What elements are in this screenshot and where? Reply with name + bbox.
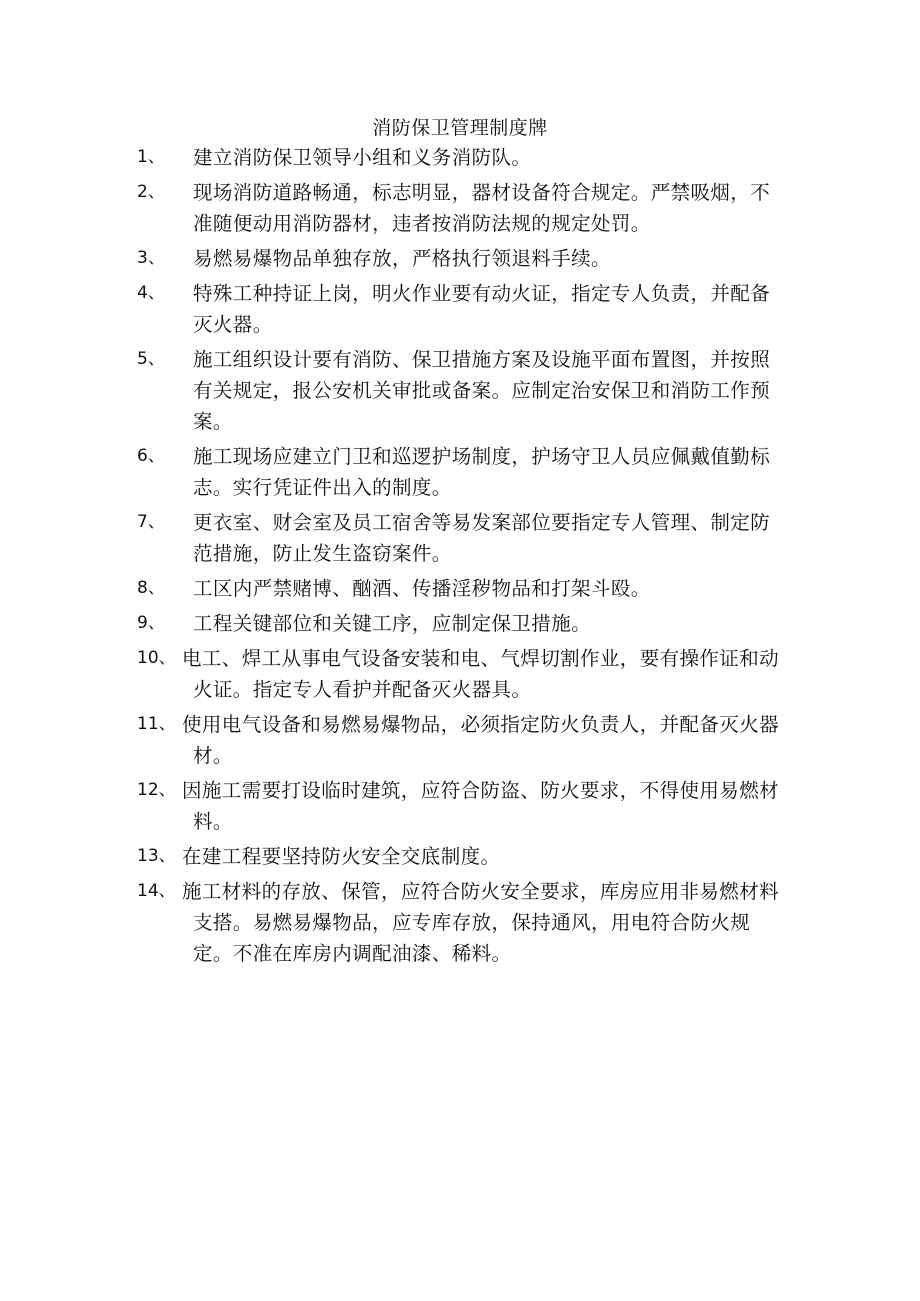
rule-number: 6、 — [137, 446, 165, 466]
rule-number: 12、 — [137, 780, 176, 800]
rule-text: 施工材料的存放、保管，应符合防火安全要求，库房应用非易燃材料支搭。易燃易爆物品，应专库存放，保持通风，用电符合防火规定。不准在库房内调配油漆、稀料。 — [182, 880, 780, 965]
rule-item — [137, 643, 797, 705]
rule-number: 9、 — [137, 613, 165, 633]
rule-item — [137, 243, 797, 274]
rule-item — [137, 709, 797, 771]
rule-item — [137, 876, 797, 969]
rule-item — [137, 278, 797, 340]
rule-number: 4、 — [137, 283, 165, 303]
rule-number: 13、 — [137, 846, 176, 866]
rule-text: 特殊工种持证上岗，明火作业要有动火证，指定专人负责，并配备灭火器。 — [193, 282, 771, 336]
rule-number: 3、 — [137, 248, 165, 268]
rule-text: 工程关键部位和关键工序，应制定保卫措施。 — [193, 612, 592, 635]
rule-number: 10、 — [137, 648, 176, 668]
rule-text: 现场消防道路畅通，标志明显，器材设备符合规定。严禁吸烟，不准随便动用消防器材，违者按消防法规的规定处罚。 — [193, 181, 771, 235]
rule-number: 1、 — [137, 147, 165, 167]
rule-item — [137, 142, 797, 173]
rule-text: 在建工程要坚持防火安全交底制度。 — [182, 845, 501, 868]
rule-text: 因施工需要打设临时建筑，应符合防盗、防火要求，不得使用易燃材料。 — [182, 779, 780, 833]
rule-text: 更衣室、财会室及员工宿舍等易发案部位要指定专人管理、制定防范措施，防止发生盗窃案件。 — [193, 511, 771, 565]
rule-item — [137, 841, 797, 872]
rule-item — [137, 344, 797, 437]
rule-number: 14、 — [137, 881, 176, 901]
rules-list — [137, 142, 797, 973]
rule-item — [137, 775, 797, 837]
rule-text: 施工组织设计要有消防、保卫措施方案及设施平面布置图，并按照有关规定，报公安机关审批或备案。应制定治安保卫和消防工作预案。 — [193, 348, 771, 433]
rule-number: 8、 — [137, 578, 165, 598]
rule-text: 使用电气设备和易燃易爆物品，必须指定防火负责人，并配备灭火器材。 — [182, 713, 780, 767]
rule-text: 电工、焊工从事电气设备安装和电、气焊切割作业，要有操作证和动火证。指定专人看护并配备灭火器具。 — [182, 647, 780, 701]
rule-number: 5、 — [137, 349, 165, 369]
document-title: 消防保卫管理制度牌 — [372, 117, 548, 139]
rule-text: 施工现场应建立门卫和巡逻护场制度，护场守卫人员应佩戴值勤标志。实行凭证件出入的制度。 — [193, 445, 771, 499]
rule-text: 易燃易爆物品单独存放，严格执行领退料手续。 — [193, 247, 611, 270]
rule-text: 建立消防保卫领导小组和义务消防队。 — [193, 146, 532, 169]
rule-item — [137, 507, 797, 569]
rule-item — [137, 608, 797, 639]
rule-number: 2、 — [137, 182, 165, 202]
rule-item — [137, 441, 797, 503]
rule-item — [137, 177, 797, 239]
rule-item — [137, 573, 797, 604]
rule-number: 11、 — [137, 714, 176, 734]
rule-number: 7、 — [137, 512, 165, 532]
rule-text: 工区内严禁赌博、酗酒、传播淫秽物品和打架斗殴。 — [193, 577, 651, 600]
